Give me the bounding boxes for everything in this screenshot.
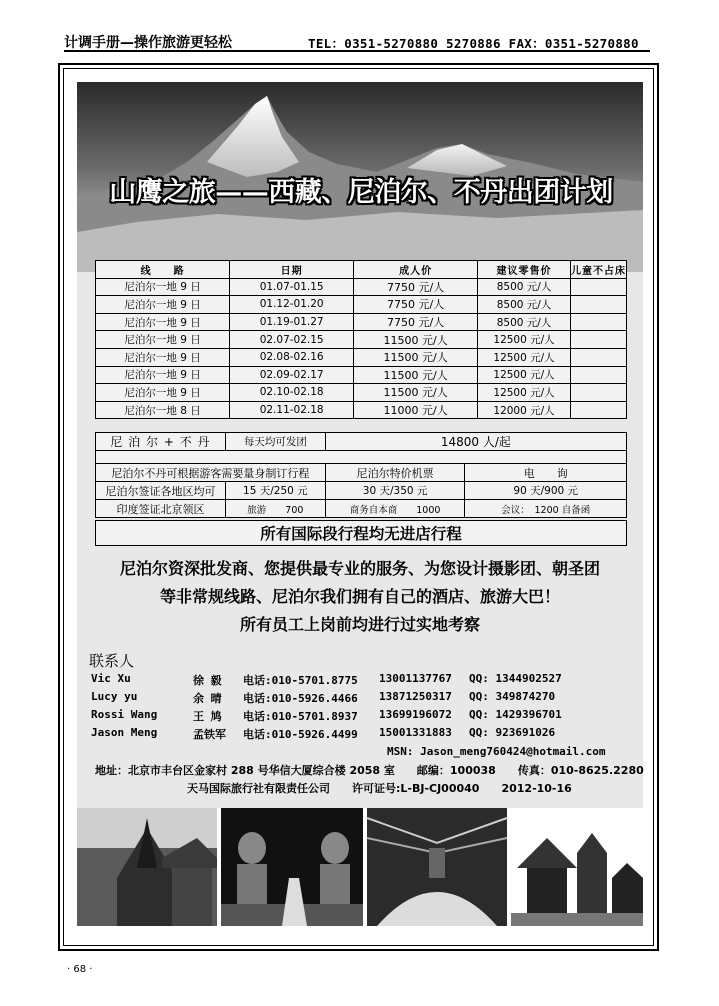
india-visa-business: 商务自本商 1000 bbox=[325, 500, 465, 518]
contact-mobile: 13001137767 bbox=[379, 672, 452, 685]
cheap-ticket: 尼泊尔特价机票 bbox=[325, 464, 465, 482]
temple-photos bbox=[77, 808, 643, 926]
table-row bbox=[96, 384, 627, 402]
mountain-banner bbox=[77, 82, 643, 272]
contact-tel: 电话:010-5926.4466 bbox=[243, 692, 358, 705]
table-header-row bbox=[96, 261, 627, 279]
contact-row bbox=[89, 690, 629, 708]
extra-services-table bbox=[95, 432, 627, 518]
child-price-cell bbox=[570, 401, 626, 419]
dates-cell: 02.10-02.18 bbox=[230, 384, 354, 402]
india-visa-label: 印度签证北京领区 bbox=[96, 500, 226, 518]
bhutan-schedule: 每天均可发团 bbox=[225, 433, 325, 451]
contact-en-name: Rossi Wang bbox=[91, 708, 158, 721]
contact-cn-name: 徐 毅 bbox=[193, 674, 222, 687]
contact-mobile: 15001331883 bbox=[379, 726, 452, 739]
promo-line-1: 尼泊尔资深批发商、您提供最专业的服务、为您设计摄影团、朝圣团 bbox=[119, 559, 600, 578]
promo-line-3: 所有员工上岗前均进行过实地考察 bbox=[239, 615, 480, 634]
dates-cell: 01.19-01.27 bbox=[230, 313, 354, 331]
table-row bbox=[96, 451, 627, 464]
table-row bbox=[96, 433, 627, 451]
dates-cell: 02.09-02.17 bbox=[230, 366, 354, 384]
contact-qq: QQ: 1344902527 bbox=[469, 672, 562, 685]
table-row bbox=[96, 482, 627, 500]
route-cell: 尼泊尔一地 9 日 bbox=[96, 366, 230, 384]
route-cell: 尼泊尔一地 9 日 bbox=[96, 331, 230, 349]
dates-cell: 01.12-01.20 bbox=[230, 296, 354, 314]
retail-price-cell: 12500 元/人 bbox=[478, 366, 571, 384]
table-row bbox=[96, 464, 627, 482]
retail-price-cell: 8500 元/人 bbox=[478, 278, 571, 296]
contact-qq: QQ: 349874270 bbox=[469, 690, 556, 703]
contacts-title: 联系人 bbox=[89, 652, 135, 670]
table-row bbox=[96, 313, 627, 331]
adult-price-cell: 7750 元/人 bbox=[354, 296, 478, 314]
banner-title: 山鹰之旅——西藏、尼泊尔、不丹出团计划 bbox=[109, 177, 613, 208]
route-cell: 尼泊尔一地 9 日 bbox=[96, 313, 230, 331]
contact-row bbox=[89, 726, 629, 744]
contact-en-name: Vic Xu bbox=[91, 672, 131, 685]
nepal-visa-30: 30 天/350 元 bbox=[325, 482, 465, 500]
contact-tel: 电话:010-5701.8937 bbox=[243, 710, 358, 723]
table-row bbox=[96, 348, 627, 366]
address-line: 地址：北京市丰台区金家村 288 号华信大厦综合楼 2058 室 邮编：100038 传真：010-8625.2280 bbox=[95, 764, 644, 777]
header-contact: TEL：0351-5270880 5270886 FAX：0351-5270880 bbox=[308, 36, 639, 51]
table-row bbox=[96, 500, 627, 518]
route-cell: 尼泊尔一地 9 日 bbox=[96, 278, 230, 296]
adult-price-cell: 11000 元/人 bbox=[354, 401, 478, 419]
table-row bbox=[96, 366, 627, 384]
child-price-cell bbox=[570, 313, 626, 331]
dates-cell: 01.07-01.15 bbox=[230, 278, 354, 296]
adult-price-cell: 7750 元/人 bbox=[354, 278, 478, 296]
child-price-cell bbox=[570, 296, 626, 314]
col-adult-price: 成人价 bbox=[354, 261, 478, 279]
retail-price-cell: 8500 元/人 bbox=[478, 313, 571, 331]
route-cell: 尼泊尔一地 9 日 bbox=[96, 384, 230, 402]
table-row bbox=[96, 401, 627, 419]
tour-price-table bbox=[95, 260, 627, 419]
nepal-visa-15: 15 天/250 元 bbox=[225, 482, 325, 500]
flyer-panel bbox=[77, 82, 643, 810]
contact-mobile: 13699196072 bbox=[379, 708, 452, 721]
col-dates: 日期 bbox=[230, 261, 354, 279]
page-number: · 68 · bbox=[67, 964, 93, 975]
dates-cell: 02.08-02.16 bbox=[230, 348, 354, 366]
child-price-cell bbox=[570, 384, 626, 402]
contact-tel: 电话:010-5701.8775 bbox=[243, 674, 358, 687]
adult-price-cell: 7750 元/人 bbox=[354, 313, 478, 331]
contact-qq: QQ: 1429396701 bbox=[469, 708, 562, 721]
custom-itinerary: 尼泊尔不丹可根据游客需要量身制订行程 bbox=[96, 464, 326, 482]
india-visa-tour: 旅游 700 bbox=[225, 500, 325, 518]
retail-price-cell: 8500 元/人 bbox=[478, 296, 571, 314]
dates-cell: 02.07-02.15 bbox=[230, 331, 354, 349]
adult-price-cell: 11500 元/人 bbox=[354, 384, 478, 402]
retail-price-cell: 12500 元/人 bbox=[478, 331, 571, 349]
route-cell: 尼泊尔一地 9 日 bbox=[96, 348, 230, 366]
contact-mobile: 13871250317 bbox=[379, 690, 452, 703]
contact-qq: QQ: 923691026 bbox=[469, 726, 556, 739]
col-route: 线 路 bbox=[96, 261, 230, 279]
table-row bbox=[96, 278, 627, 296]
company-line: 天马国际旅行社有限责任公司 许可证号:L-BJ-CJ00040 2012-10-16 bbox=[187, 782, 572, 795]
adult-price-cell: 11500 元/人 bbox=[354, 331, 478, 349]
contact-row bbox=[89, 672, 629, 690]
retail-price-cell: 12000 元/人 bbox=[478, 401, 571, 419]
dates-cell: 02.11-02.18 bbox=[230, 401, 354, 419]
child-price-cell bbox=[570, 331, 626, 349]
msn-contact: MSN: Jason_meng760424@hotmail.com bbox=[387, 745, 606, 758]
header-slogan: 计调手册—操作旅游更轻松 bbox=[64, 35, 232, 51]
contact-cn-name: 余 晴 bbox=[193, 692, 222, 705]
promo-line-2: 等非常规线路、尼泊尔我们拥有自己的酒店、旅游大巴！ bbox=[159, 587, 560, 606]
child-price-cell bbox=[570, 278, 626, 296]
adult-price-cell: 11500 元/人 bbox=[354, 348, 478, 366]
retail-price-cell: 12500 元/人 bbox=[478, 348, 571, 366]
contact-en-name: Lucy yu bbox=[91, 690, 138, 703]
contact-cn-name: 孟铁军 bbox=[193, 728, 226, 741]
contact-en-name: Jason Meng bbox=[91, 726, 158, 739]
child-price-cell bbox=[570, 348, 626, 366]
bhutan-price: 14800 人/起 bbox=[325, 433, 626, 451]
india-visa-meeting: 会议： 1200 自备函 bbox=[465, 500, 627, 518]
retail-price-cell: 12500 元/人 bbox=[478, 384, 571, 402]
contact-tel: 电话:010-5926.4499 bbox=[243, 728, 358, 741]
contact-row bbox=[89, 708, 629, 726]
bhutan-route: 尼 泊 尔 + 不 丹 bbox=[96, 433, 226, 451]
table-row bbox=[96, 296, 627, 314]
child-price-cell bbox=[570, 366, 626, 384]
photo-strip bbox=[77, 808, 643, 926]
col-child-price: 儿童不占床 bbox=[570, 261, 626, 279]
page-header bbox=[64, 30, 650, 52]
nepal-visa-90: 90 天/900 元 bbox=[465, 482, 627, 500]
no-shopping-note: 所有国际段行程均无进店行程 bbox=[95, 520, 627, 546]
col-retail-price: 建议零售价 bbox=[478, 261, 571, 279]
route-cell: 尼泊尔一地 9 日 bbox=[96, 296, 230, 314]
adult-price-cell: 11500 元/人 bbox=[354, 366, 478, 384]
contact-cn-name: 王 鸠 bbox=[193, 710, 222, 723]
route-cell: 尼泊尔一地 8 日 bbox=[96, 401, 230, 419]
inquiry: 电 询 bbox=[465, 464, 627, 482]
table-row bbox=[96, 331, 627, 349]
nepal-visa-label: 尼泊尔签证各地区均可 bbox=[96, 482, 226, 500]
